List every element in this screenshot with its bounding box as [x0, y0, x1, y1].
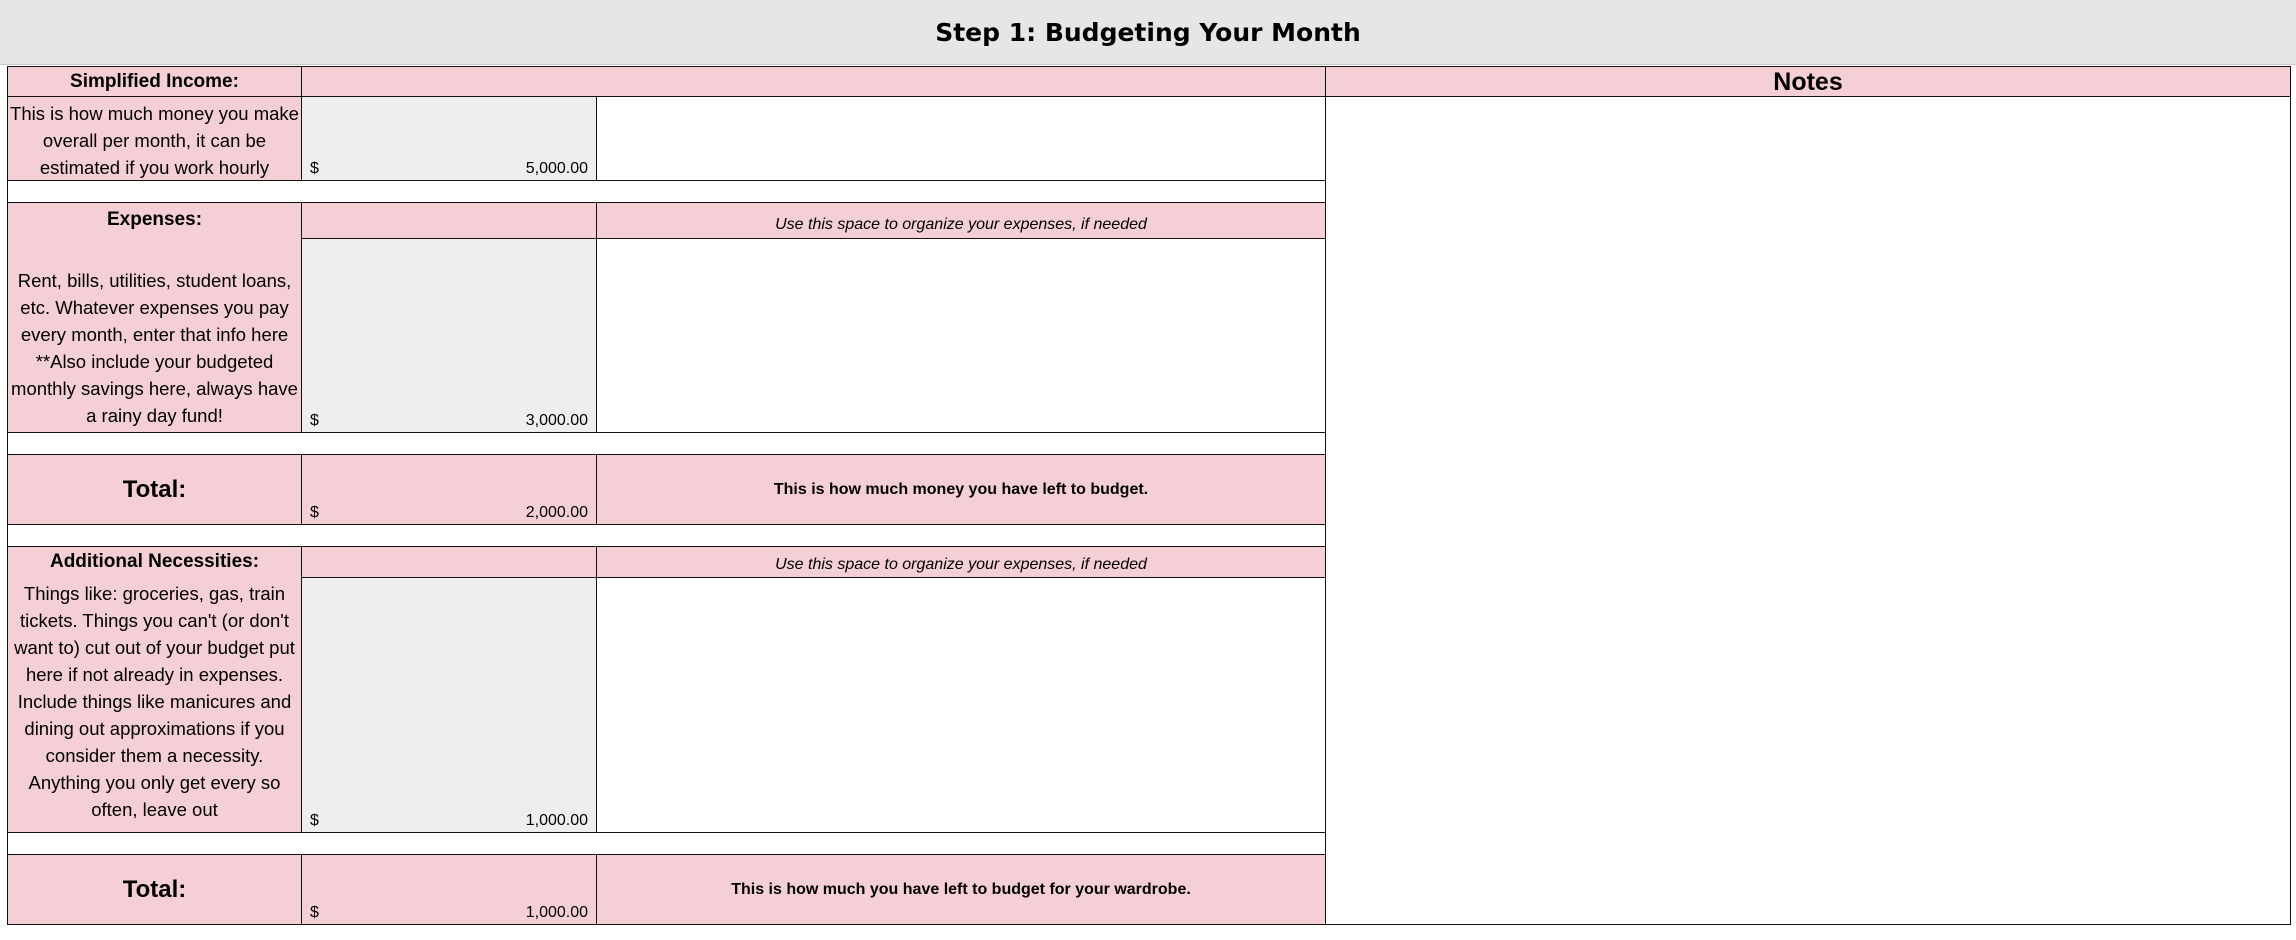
additional-notes-cell[interactable] [596, 577, 1326, 833]
currency-symbol: $ [310, 504, 319, 521]
additional-amount: 1,000.00 [525, 812, 588, 829]
spacer-row [7, 524, 1326, 547]
income-notes-cell[interactable] [596, 96, 1326, 181]
additional-label: Additional Necessities: [49, 551, 260, 572]
income-description: This is how much money you make overall per month, it can be estimated if you work hourly [7, 96, 302, 181]
income-label: Simplified Income: [7, 66, 302, 97]
notes-header: Notes [1325, 66, 2291, 97]
total-amount: 2,000.00 [525, 504, 588, 521]
additional-organize-note: Use this space to organize your expenses, if needed [596, 546, 1326, 578]
income-amount: 5,000.00 [525, 160, 588, 177]
expenses-label-cell [7, 202, 302, 433]
currency-symbol: $ [310, 904, 319, 921]
expenses-amount: 3,000.00 [525, 412, 588, 429]
total-amount-cell [301, 454, 597, 525]
expenses-description: Rent, bills, utilities, student loans, etc. Whatever expenses you pay every month, enter that info here **Also include your budgeted monthly savings here, always have a rainy day fund! [11, 270, 298, 426]
income-amount-cell[interactable] [301, 96, 597, 181]
total-amount-2: 1,000.00 [525, 904, 588, 921]
currency-symbol: $ [310, 812, 319, 829]
total-label: Total: [7, 454, 302, 525]
spacer-row [7, 432, 1326, 455]
additional-header-band [301, 546, 597, 578]
additional-description: Things like: groceries, gas, train tickets. Things you can't (or don't want to) cut out of your budget put here if not already in expenses. Include things like manicures and dining out approximations if you consider them a necessity. Anything you only get every so often, leave out [14, 583, 295, 820]
currency-symbol: $ [310, 412, 319, 429]
total-amount-cell-2 [301, 854, 597, 925]
expenses-label: Expenses: [106, 209, 203, 230]
expenses-amount-cell[interactable] [301, 238, 597, 433]
expenses-organize-note: Use this space to organize your expenses, if needed [596, 202, 1326, 239]
total-note: This is how much money you have left to budget. [596, 454, 1326, 525]
total-note-2: This is how much you have left to budget for your wardrobe. [596, 854, 1326, 925]
expenses-header-band [301, 202, 597, 239]
currency-symbol: $ [310, 160, 319, 177]
income-header-band [301, 66, 1326, 97]
additional-amount-cell[interactable] [301, 577, 597, 833]
expenses-notes-cell[interactable] [596, 238, 1326, 433]
sheet-title: Step 1: Budgeting Your Month [0, 0, 2296, 65]
spacer-row [7, 832, 1326, 855]
spacer-row [7, 180, 1326, 203]
notes-area[interactable] [1325, 96, 2291, 925]
total-label-2: Total: [7, 854, 302, 925]
additional-label-cell [7, 546, 302, 833]
